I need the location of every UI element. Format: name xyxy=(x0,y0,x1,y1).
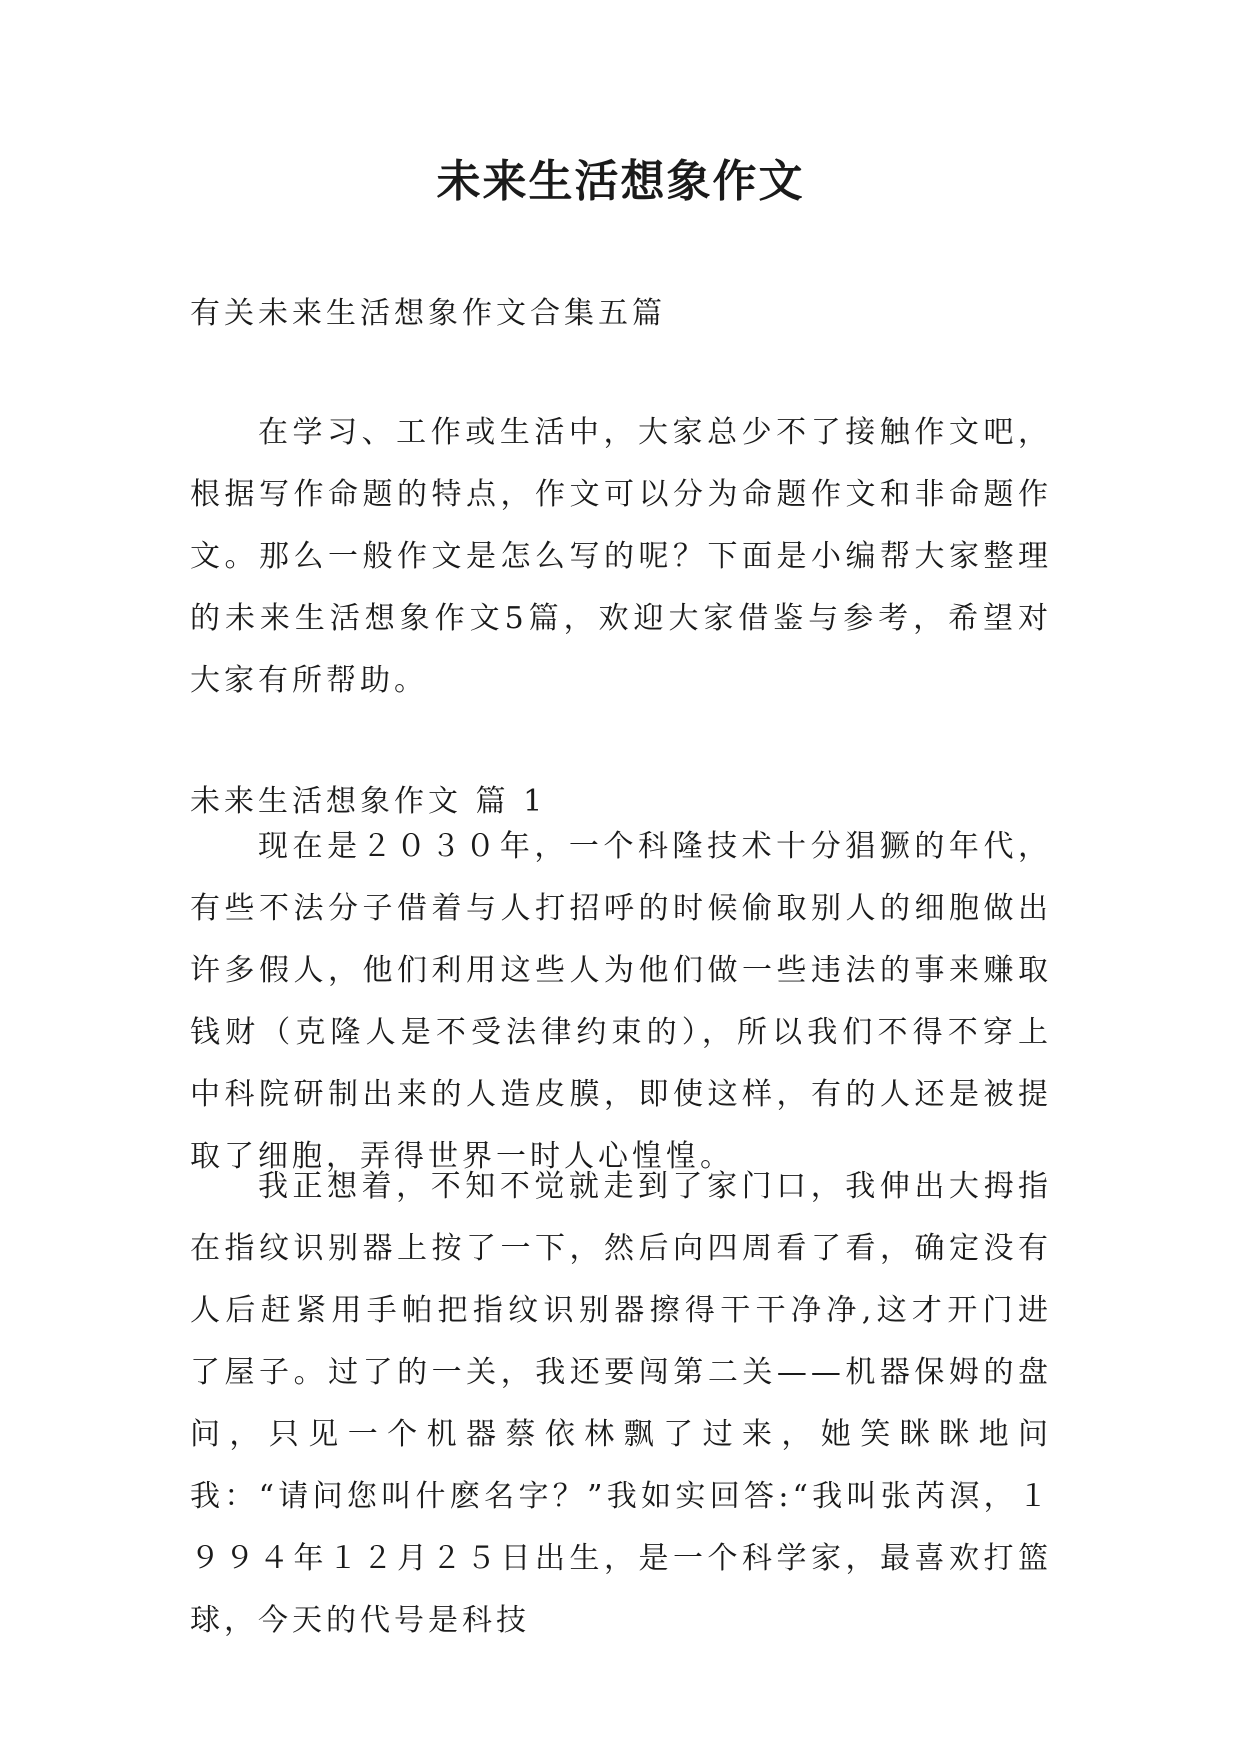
intro-paragraph: 在学习、工作或生活中，大家总少不了接触作文吧，根据写作命题的特点，作文可以分为命题作文和非命题作文。那么一般作文是怎么写的呢？下面是小编帮大家整理的未来生活想象作文5篇，欢迎大家借鉴与参考，希望对大家有所帮助。 xyxy=(190,415,1052,698)
section-title: 未来生活想象作文 篇 1 xyxy=(190,784,547,819)
body-paragraph: 我正想着，不知不觉就走到了家门口，我伸出大拇指在指纹识别器上按了一下，然后向四周看了看，确定没有人后赶紧用手帕把指纹识别器擦得干干净净,这才开门进了屋子。过了的一关，我还要闯第二关——机器保姆的盘问，只见一个机器蔡依林飘了过来，她笑眯眯地问我：“请问您叫什麽名字？”我如实回答:“我叫张芮溟，１９９４年１２月２５日出生，是一个科学家，最喜欢打篮球，今天的代号是科技 xyxy=(190,1169,1052,1638)
document-title: 未来生活想象作文 xyxy=(436,156,805,207)
document-subtitle: 有关未来生活想象作文合集五篇 xyxy=(190,296,666,331)
body-paragraph: 现在是２０３０年，一个科隆技术十分猖獗的年代，有些不法分子借着与人打招呼的时候偷取别人的细胞做出许多假人，他们利用这些人为他们做一些违法的事来赚取钱财（克隆人是不受法律约束的），所以我们不得不穿上中科院研制出来的人造皮膜，即使这样，有的人还是被提取了细胞，弄得世界一时人心惶惶。 xyxy=(190,829,1052,1174)
